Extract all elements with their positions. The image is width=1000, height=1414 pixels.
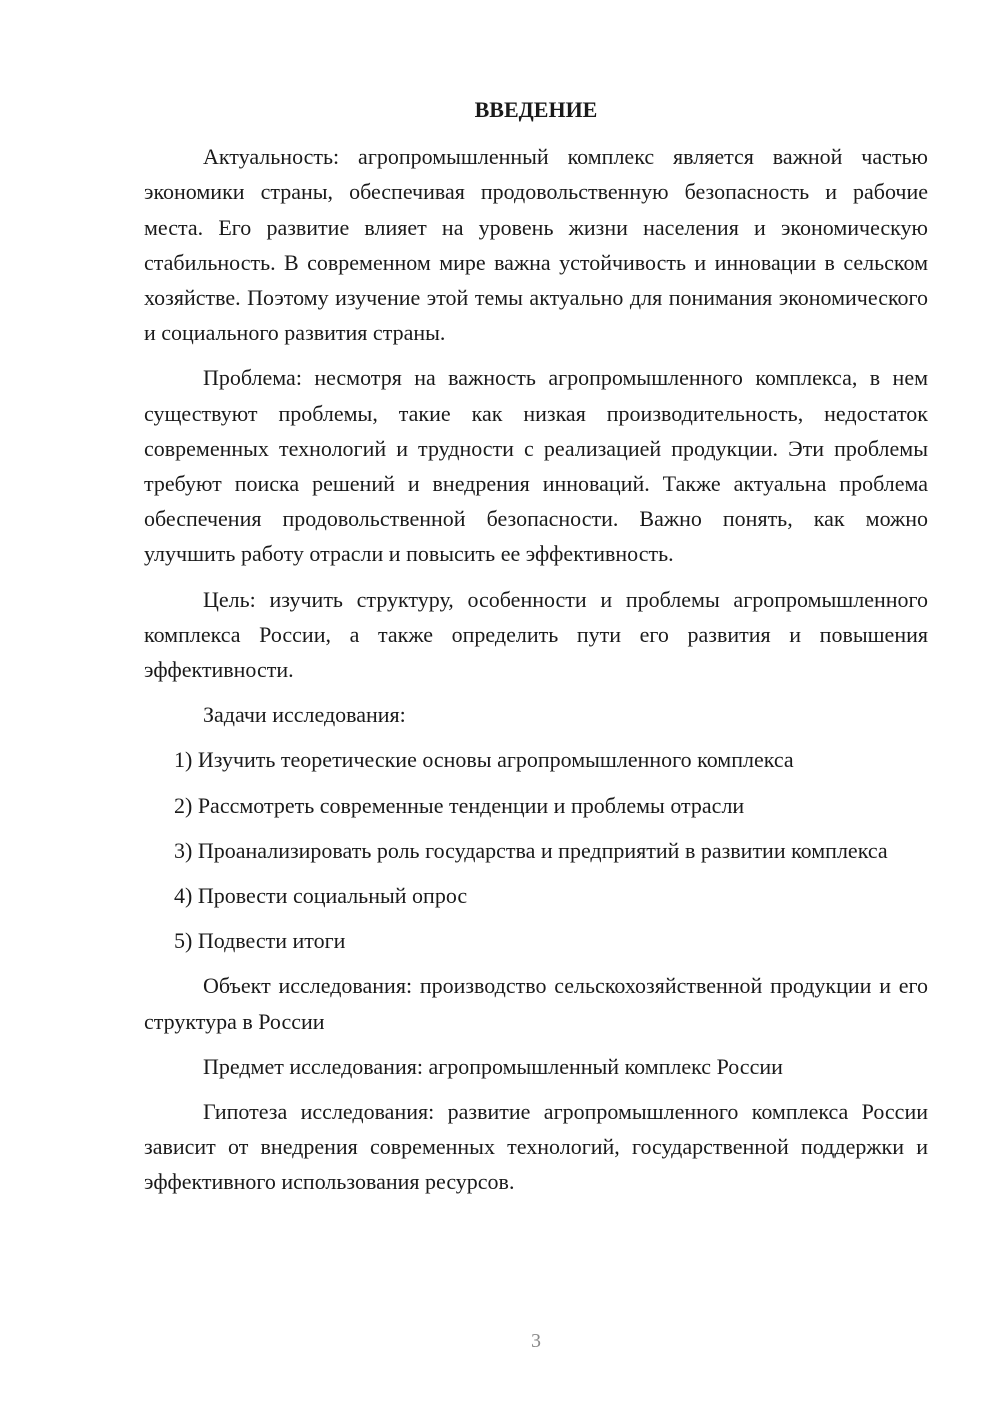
- tasks-title: Задачи исследования:: [203, 702, 406, 728]
- paragraph-goal: Цель: изучить структуру, особенности и проблемы агропромышленного комплекса России, а также определить пути его развития и повышения эффективности.: [144, 586, 928, 683]
- paragraph-relevance: Актуальность: агропромышленный комплекс является важной частью экономики страны, обеспечивая продовольственную безопасность и рабочие места. Его развитие влияет на уровень жизни населения и экономическую стабильность. В современном мире важна устойчивость и инновации в сельском хозяйстве. Поэтому изучение этой темы актуально для понимания экономического и социального развития страны.: [144, 144, 928, 346]
- paragraph-hypothesis: Гипотеза исследования: развитие агропромышленного комплекса России зависит от внедрения современных технологий, государственной поддержки и эффективного использования ресурсов.: [144, 1099, 928, 1195]
- page-title: ВВЕДЕНИЕ: [474, 97, 598, 122]
- paragraph-problem: Проблема: несмотря на важность агропромышленного комплекса, в нем существуют проблемы, такие как низкая производительность, недостаток современных технологий и трудности с реализацией продукции. Эти проблемы требуют поиска решений и внедрения инноваций. Также актуальна проблема обеспечения продовольственной безопасности. Важно понять, как можно улучшить работу отрасли и повысить ее эффективность.: [144, 365, 928, 567]
- list-item-task-3: 3) Проанализировать роль государства и предприятий в развитии комплекса: [174, 837, 888, 863]
- paragraph-object: Объект исследования: производство сельскохозяйственной продукции и его структура в России: [144, 973, 928, 1034]
- list-item-task-4: 4) Провести социальный опрос: [174, 883, 468, 909]
- document-body: [144, 92, 928, 1210]
- list-item-task-1: 1) Изучить теоретические основы агропромышленного комплекса: [174, 747, 794, 773]
- page-number: 3: [531, 1330, 541, 1352]
- list-item-task-5: 5) Подвести итоги: [174, 928, 346, 954]
- list-item-task-2: 2) Рассмотреть современные тенденции и проблемы отрасли: [174, 792, 745, 818]
- paragraph-subject: Предмет исследования: агропромышленный комплекс России: [203, 1053, 783, 1079]
